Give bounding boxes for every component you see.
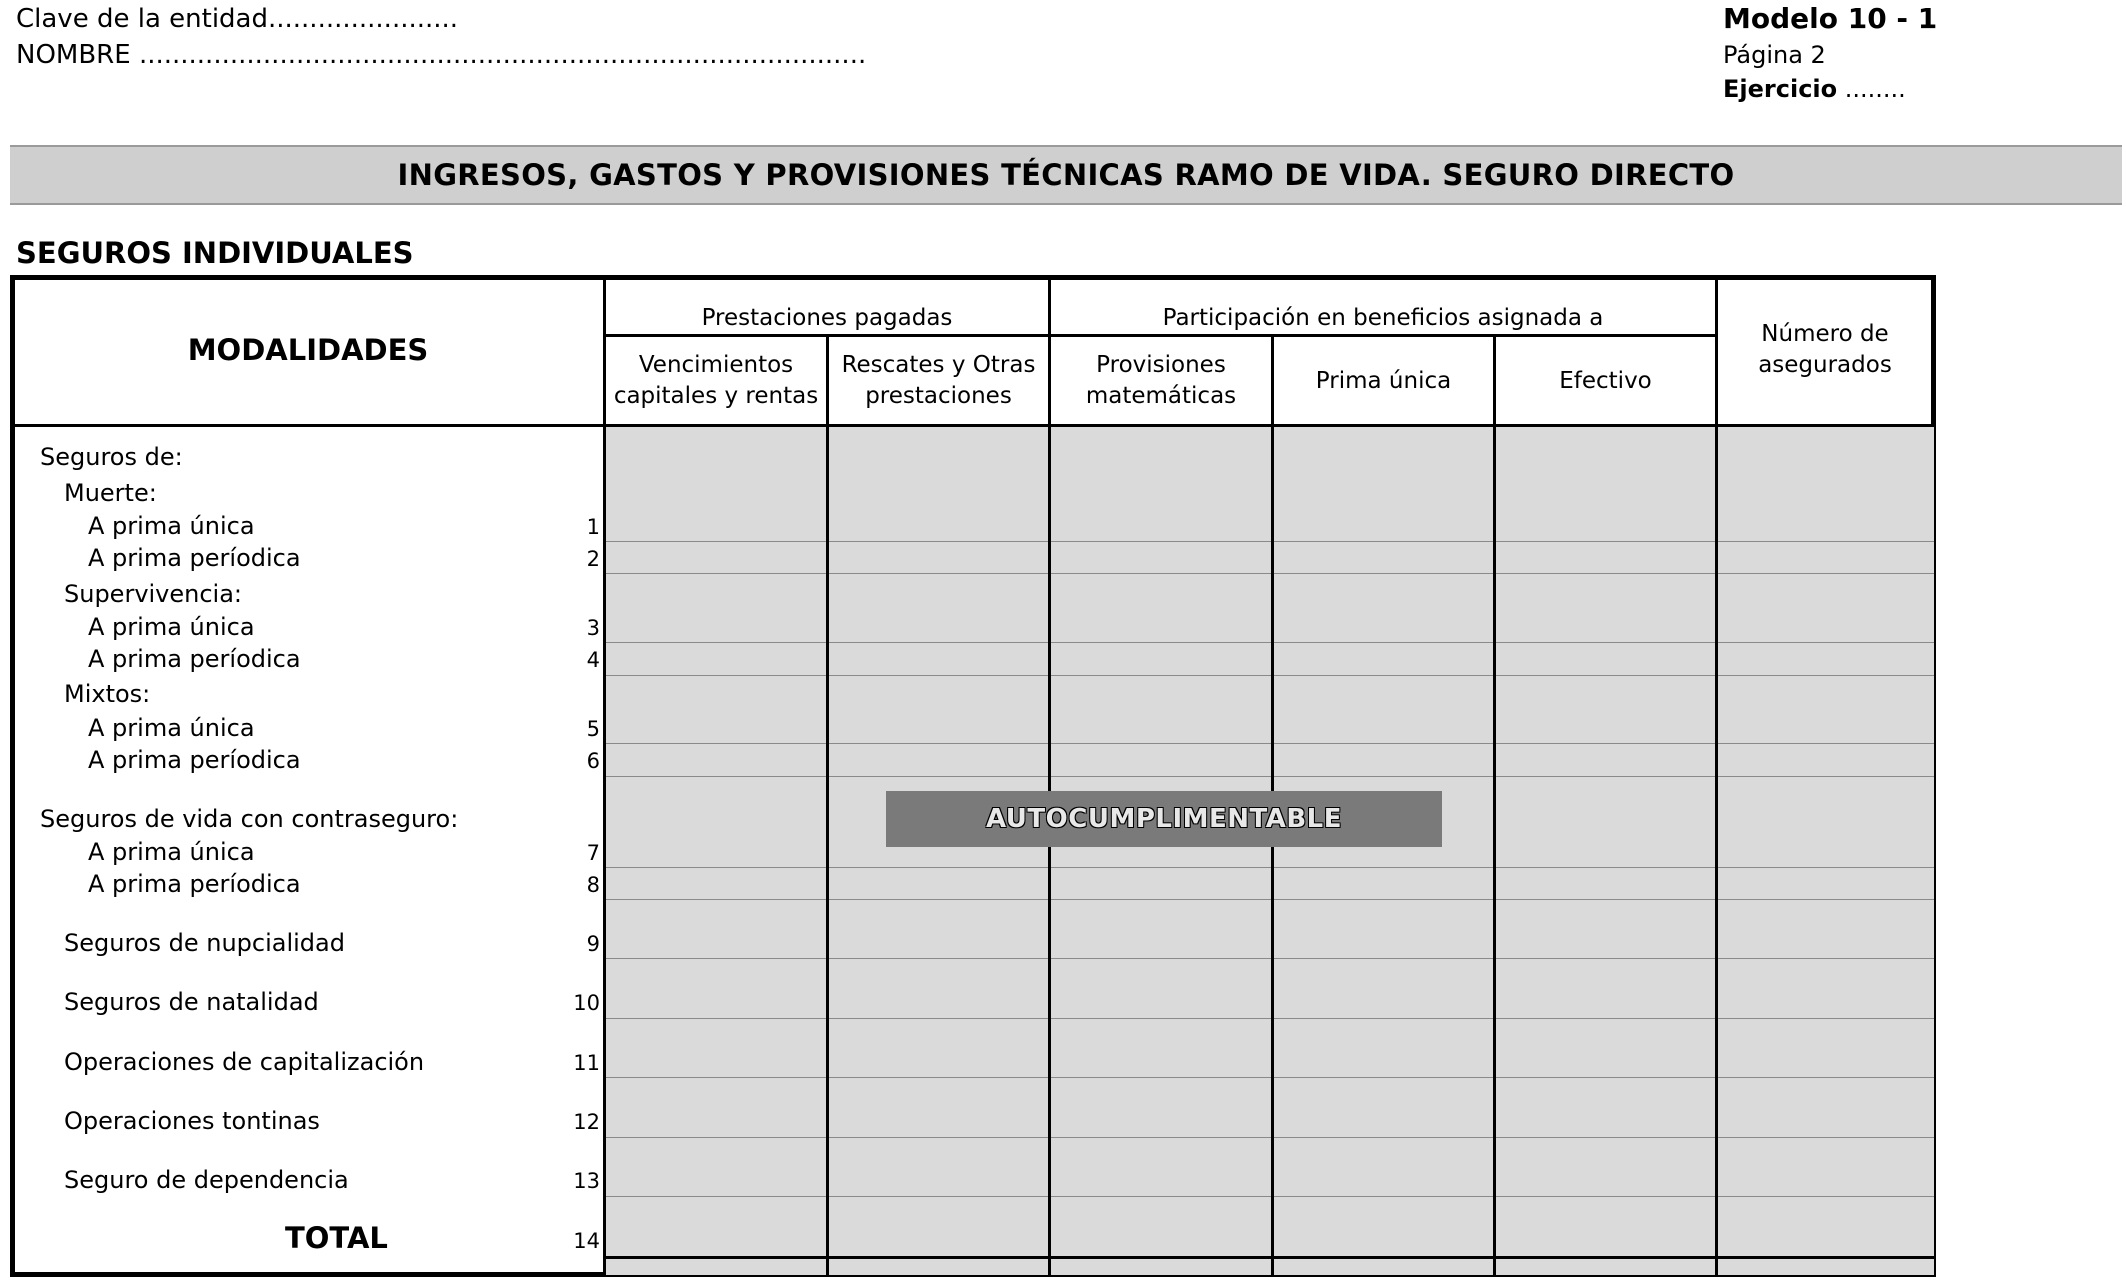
row-number: 2 xyxy=(586,547,600,571)
row-label: A prima períodica xyxy=(88,544,301,572)
row-line xyxy=(604,743,1934,744)
row-number: 6 xyxy=(586,749,600,773)
row-line xyxy=(604,776,1934,777)
row-label: A prima períodica xyxy=(88,645,301,673)
page-number: Página 2 xyxy=(1723,41,1826,69)
autofilled-area xyxy=(604,426,1934,1275)
section-title: SEGUROS INDIVIDUALES xyxy=(16,236,414,270)
column-divider xyxy=(1715,278,1718,1275)
group-header-participacion: Participación en beneficios asignada a xyxy=(1162,304,1604,331)
entity-key-label: Clave de la entidad....................... xyxy=(16,4,459,34)
column-divider xyxy=(603,278,606,1275)
total-bottom-line xyxy=(604,1256,1934,1259)
row-number: 11 xyxy=(573,1051,600,1075)
row-line xyxy=(604,1196,1934,1197)
row-line xyxy=(604,675,1934,676)
column-header-provisiones: Provisiones matemáticas xyxy=(1085,352,1237,409)
row-number: 13 xyxy=(573,1169,600,1193)
entity-name-label: NOMBRE ........................................................................................ xyxy=(16,40,867,70)
row-label: Seguro de dependencia xyxy=(64,1166,349,1194)
row-line xyxy=(604,958,1934,959)
row-line xyxy=(604,899,1934,900)
fiscal-year-dots: ........ xyxy=(1844,75,1906,103)
column-header-efectivo: Efectivo xyxy=(1559,367,1652,394)
row-line xyxy=(604,1077,1934,1078)
group-label-muerte: Muerte: xyxy=(64,479,157,507)
group-label-seguros-de: Seguros de: xyxy=(40,443,183,471)
row-number: 5 xyxy=(586,717,600,741)
row-number: 8 xyxy=(586,873,600,897)
column-header-prima-unica: Prima única xyxy=(1315,367,1452,394)
modalidades-header: MODALIDADES xyxy=(187,332,429,367)
row-number: 14 xyxy=(573,1229,600,1253)
row-number: 7 xyxy=(586,841,600,865)
row-label: A prima única xyxy=(88,714,255,742)
model-code: Modelo 10 - 1 xyxy=(1723,2,1938,35)
column-divider xyxy=(826,336,829,1275)
group-label-mixtos: Mixtos: xyxy=(64,680,151,708)
row-label: A prima única xyxy=(88,512,255,540)
row-number: 1 xyxy=(586,515,600,539)
row-line xyxy=(604,541,1934,542)
row-label: Seguros de natalidad xyxy=(64,988,319,1016)
form-title: INGRESOS, GASTOS Y PROVISIONES TÉCNICAS RAMO DE VIDA. SEGURO DIRECTO xyxy=(397,158,1735,192)
row-label: A prima única xyxy=(88,838,255,866)
column-header-rescates: Rescates y Otras prestaciones xyxy=(841,352,1036,409)
column-header-numero-asegurados: Número de asegurados xyxy=(1758,321,1892,378)
row-label: A prima períodica xyxy=(88,870,301,898)
column-divider xyxy=(1493,336,1496,1275)
row-label: Seguros de nupcialidad xyxy=(64,929,345,957)
row-number: 12 xyxy=(573,1110,600,1134)
total-label: TOTAL xyxy=(285,1221,388,1255)
fiscal-year-label: Ejercicio xyxy=(1723,75,1838,103)
group-label-contraseguro: Seguros de vida con contraseguro: xyxy=(40,805,459,833)
row-line xyxy=(604,573,1934,574)
row-label: A prima períodica xyxy=(88,746,301,774)
row-number: 10 xyxy=(573,991,600,1015)
row-label: Operaciones tontinas xyxy=(64,1107,320,1135)
group-header-prestaciones: Prestaciones pagadas xyxy=(701,304,953,331)
autofill-stamp-text: AUTOCUMPLIMENTABLE xyxy=(985,804,1342,834)
row-number: 9 xyxy=(586,932,600,956)
group-label-supervivencia: Supervivencia: xyxy=(64,580,243,608)
column-divider xyxy=(1048,278,1051,1275)
row-line xyxy=(604,1018,1934,1019)
column-header-vencimientos: Vencimientos capitales y rentas xyxy=(613,352,819,409)
row-number: 3 xyxy=(586,616,600,640)
row-label: Operaciones de capitalización xyxy=(64,1048,425,1076)
row-line xyxy=(604,867,1934,868)
fiscal-year-field xyxy=(1723,75,1906,103)
row-line xyxy=(604,642,1934,643)
row-line xyxy=(604,1137,1934,1138)
row-number: 4 xyxy=(586,648,600,672)
autofill-stamp xyxy=(886,791,1442,847)
row-label: A prima única xyxy=(88,613,255,641)
form-title-banner xyxy=(10,145,2122,205)
